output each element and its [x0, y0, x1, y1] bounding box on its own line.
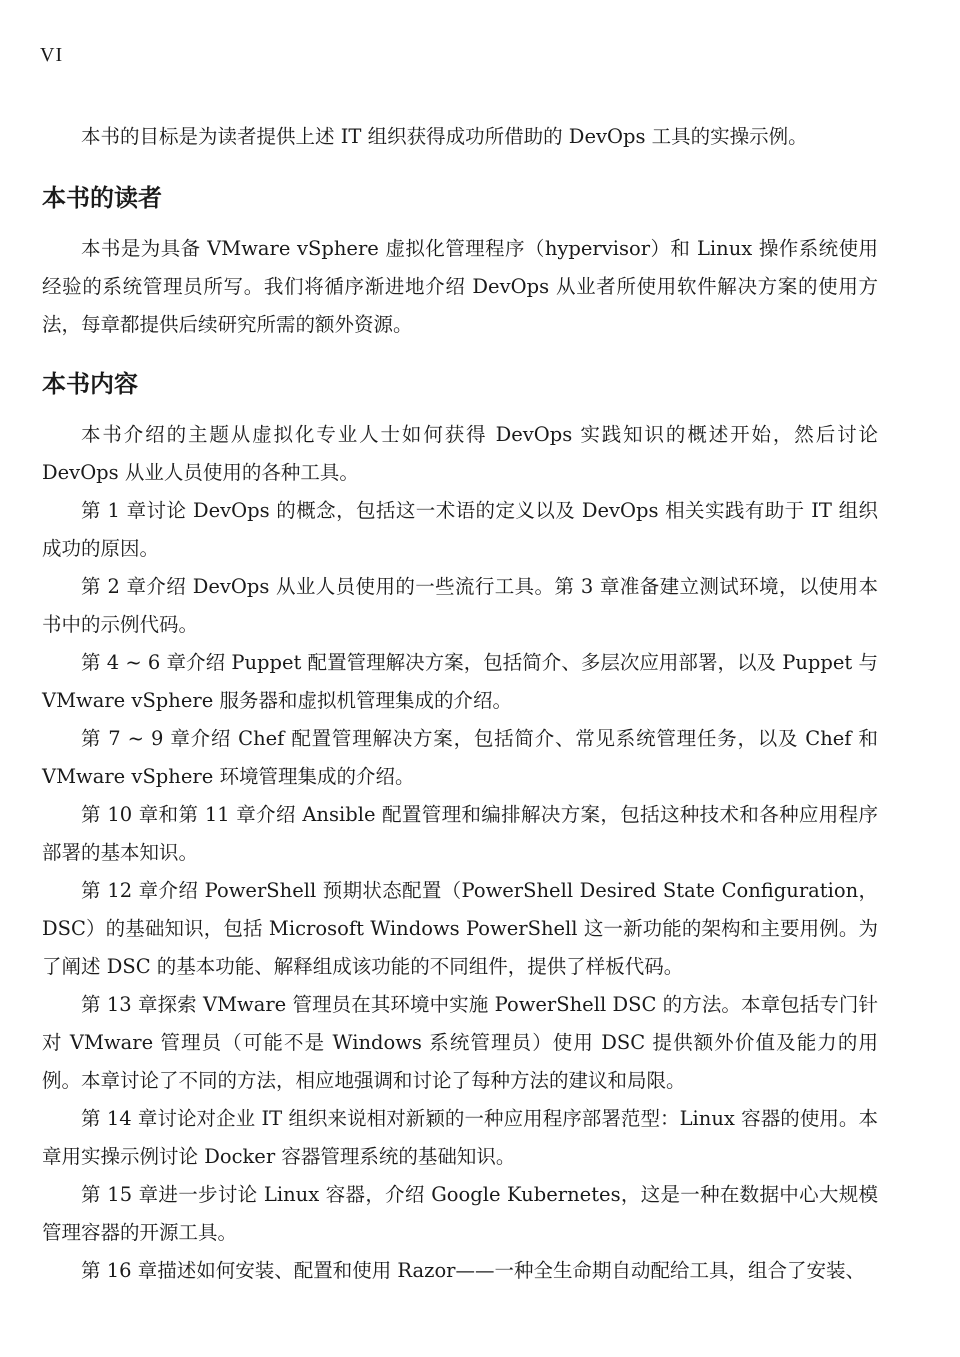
paragraph: 第 10 章和第 11 章介绍 Ansible 配置管理和编排解决方案，包括这种技术和各种应用程序部署的基本知识。 — [42, 803, 878, 864]
page-content — [42, 118, 878, 1290]
intro-paragraph: 本书的目标是为读者提供上述 IT 组织获得成功所借助的 DevOps 工具的实操示例。 — [81, 125, 808, 148]
section-title: 本书内容 — [42, 370, 138, 398]
page-number: VI — [40, 44, 64, 66]
paragraph: 第 2 章介绍 DevOps 从业人员使用的一些流行工具。第 3 章准备建立测试环境，以使用本书中的示例代码。 — [42, 575, 878, 636]
section-readers — [42, 178, 878, 344]
paragraph: 本书介绍的主题从虚拟化专业人士如何获得 DevOps 实践知识的概述开始，然后讨论 DevOps 从业人员使用的各种工具。 — [42, 423, 878, 484]
paragraph: 第 16 章描述如何安装、配置和使用 Razor——一种全生命期自动配给工具，组合了安装、 — [81, 1259, 865, 1282]
paragraph: 第 14 章讨论对企业 IT 组织来说相对新颖的一种应用程序部署范型：Linux 容器的使用。本章用实操示例讨论 Docker 容器管理系统的基础知识。 — [42, 1107, 878, 1168]
paragraph: 本书是为具备 VMware vSphere 虚拟化管理程序（hypervisor）和 Linux 操作系统使用经验的系统管理员所写。我们将循序渐进地介绍 DevOps 从业者所使用软件解决方案的使用方法，每章都提供后续研究所需的额外资源。 — [42, 237, 878, 336]
paragraph: 第 1 章讨论 DevOps 的概念，包括这一术语的定义以及 DevOps 相关实践有助于 IT 组织成功的原因。 — [42, 499, 878, 560]
paragraph: 第 15 章进一步讨论 Linux 容器，介绍 Google Kubernetes，这是一种在数据中心大规模管理容器的开源工具。 — [42, 1183, 878, 1244]
section-contents — [42, 364, 878, 1290]
paragraph: 第 12 章介绍 PowerShell 预期状态配置（PowerShell Desired State Configuration，DSC）的基础知识，包括 Microsoft Windows PowerShell 这一新功能的架构和主要用例。为了阐述 DSC 的基本功能、解释组成该功能的不同组件，提供了样板代码。 — [42, 879, 878, 978]
paragraph: 第 4 ~ 6 章介绍 Puppet 配置管理解决方案，包括简介、多层次应用部署，以及 Puppet 与 VMware vSphere 服务器和虚拟机管理集成的介绍。 — [42, 651, 878, 712]
paragraph: 第 7 ~ 9 章介绍 Chef 配置管理解决方案，包括简介、常见系统管理任务，以及 Chef 和 VMware vSphere 环境管理集成的介绍。 — [42, 727, 878, 788]
paragraph: 第 13 章探索 VMware 管理员在其环境中实施 PowerShell DSC 的方法。本章包括专门针对 VMware 管理员（可能不是 Windows 系统管理员）使用 DSC 提供额外价值及能力的用例。本章讨论了不同的方法，相应地强调和讨论了每种方法的建议和局限。 — [42, 993, 878, 1092]
section-title: 本书的读者 — [42, 184, 162, 212]
